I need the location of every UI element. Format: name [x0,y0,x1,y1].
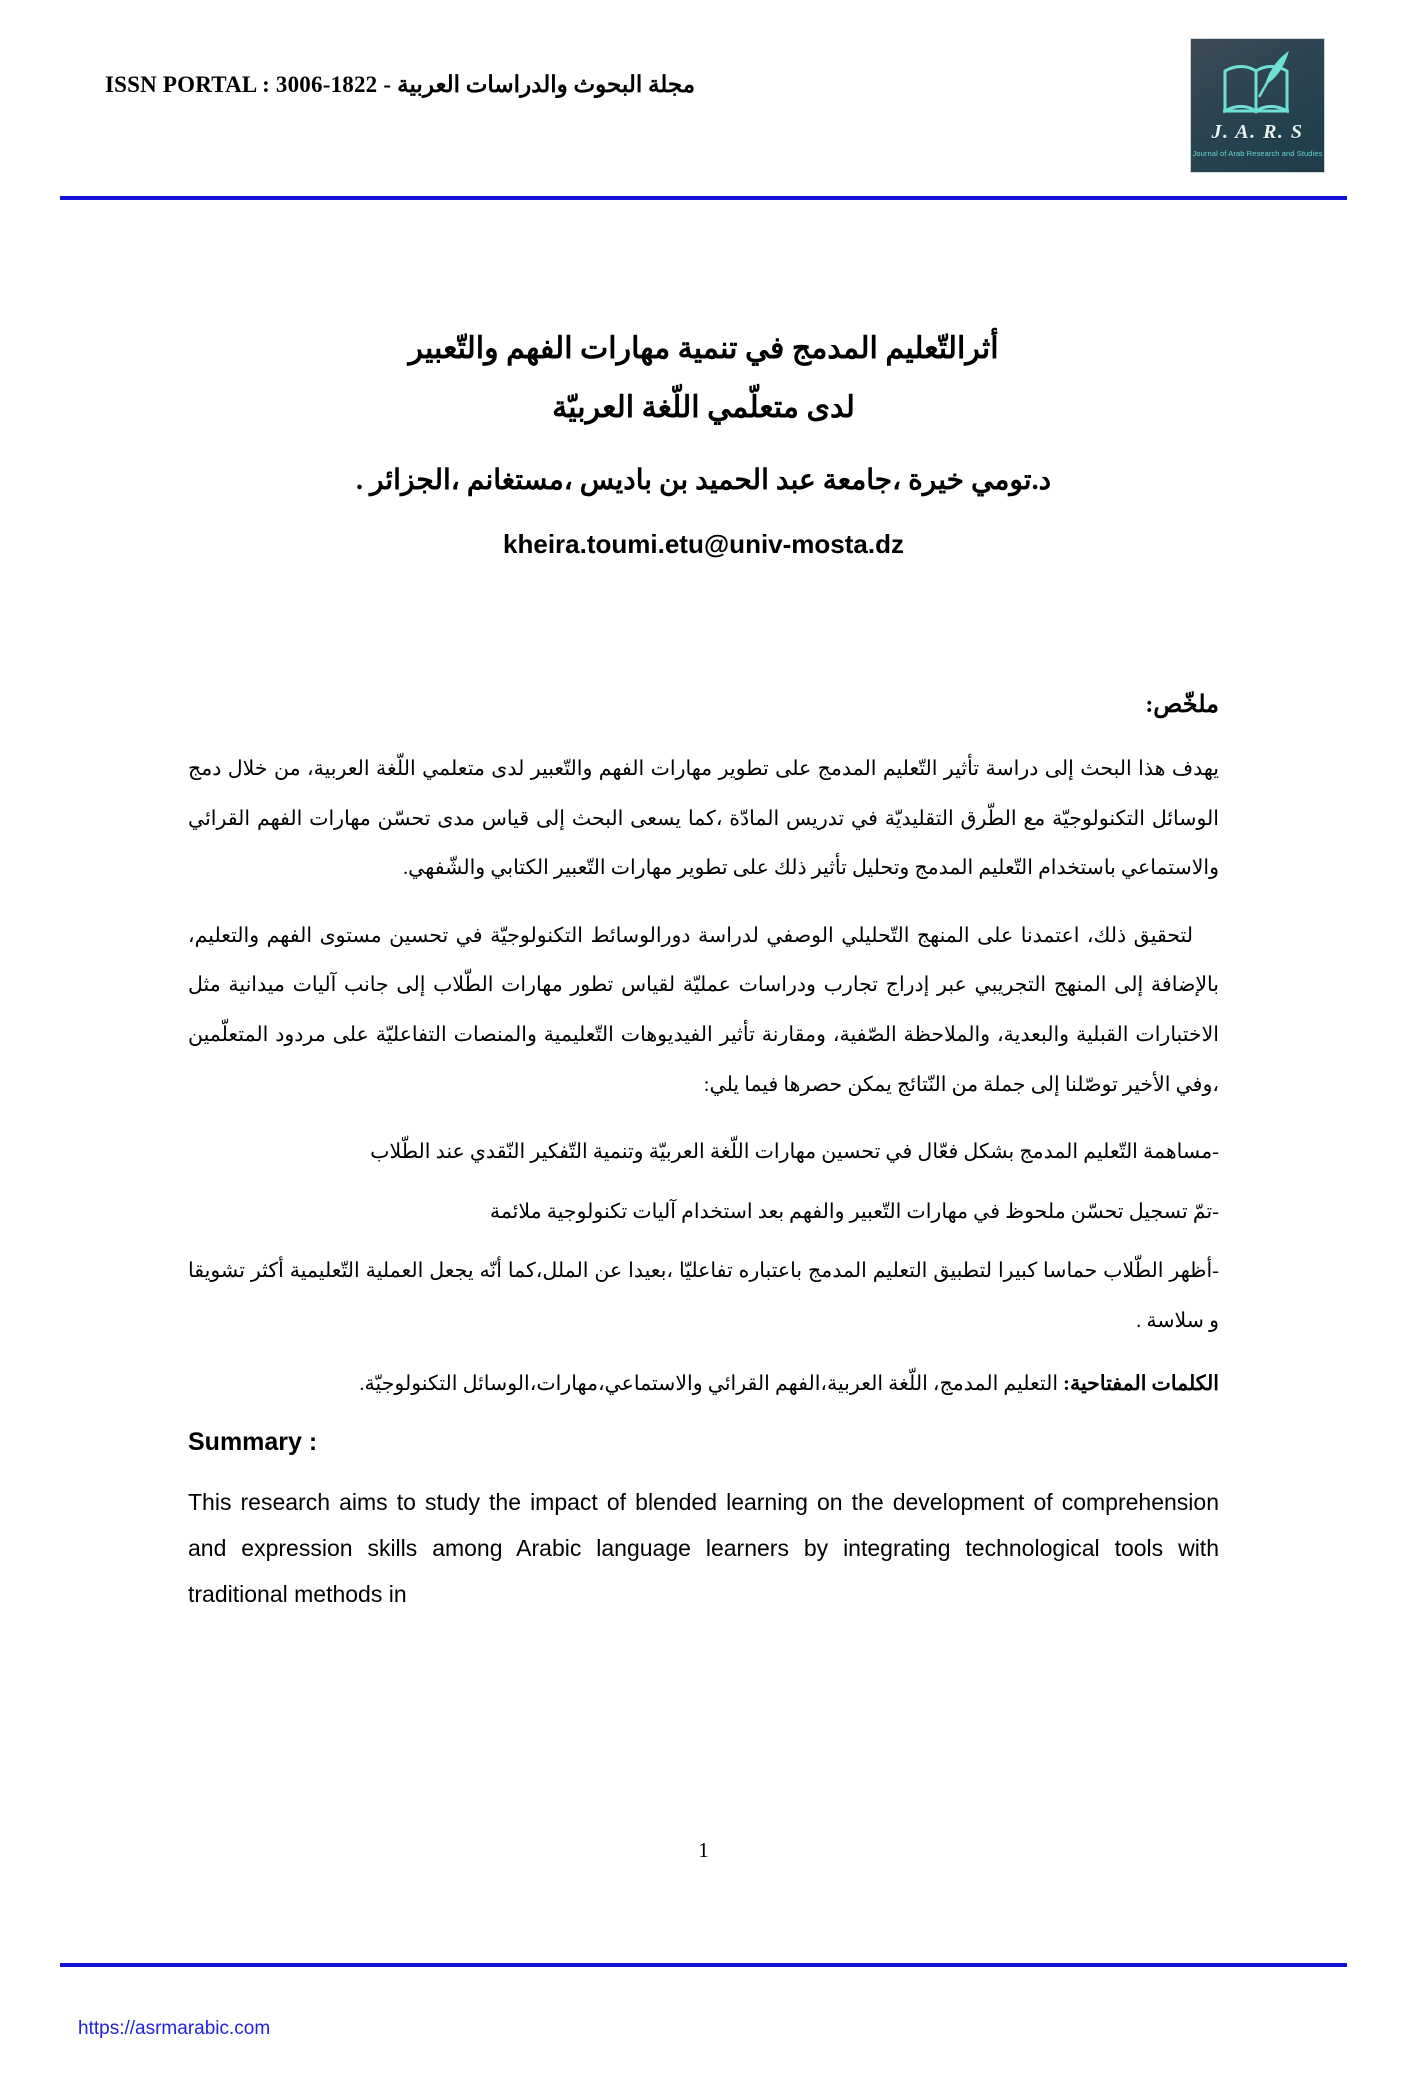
author-affiliation: د.تومي خيرة ،جامعة عبد الحميد بن باديس ،مستغانم ،الجزائر . [355,465,1052,496]
title-block [120,320,1287,560]
logo-subtitle: Journal of Arab Research and Studies [1192,149,1323,158]
page-title-line-1: أثرالتّعليم المدمج في تنمية مهارات الفهم والتّعبير [408,332,999,365]
footer-divider [60,1963,1347,1967]
summary-heading: Summary : [188,1427,318,1456]
abstract-bullet-1: -مساهمة التّعليم المدمج بشكل فعّال في تحسين مهارات اللّغة العربيّة وتنمية التّفكير النّقدي عند الطّلاب [370,1141,1219,1164]
keywords-line [188,1361,1219,1408]
logo-acronym: J. A. R. S [1211,121,1304,143]
author-email[interactable]: kheira.toumi.etu@univ-mosta.dz [503,529,904,559]
summary-paragraph: This research aims to study the impact of blended learning on the development of comprehension and expression skills among Arabic language learners by integrating technological tools with traditional methods in [188,1488,1219,1607]
journal-logo [1190,38,1325,173]
keywords-label: الكلمات المفتاحية: [1063,1372,1219,1395]
abstract-heading: ملخّص: [1145,692,1219,718]
keywords-value: التعليم المدمج، اللّغة العربية،الفهم القرائي والاستماعي،مهارات،الوسائل التكنولوجيّة. [359,1372,1064,1395]
page-number: 1 [698,1838,709,1862]
page-header [0,0,1407,200]
abstract-bullet-3: -أظهر الطّلاب حماسا كبيرا لتطبيق التعليم المدمج باعتباره تفاعليّا ،بعيدا عن الملل،كما أنّه يجعل العملية التّعليمية أكثر تشويقا و سلاسة . [188,1260,1219,1333]
header-divider [60,196,1347,200]
footer-website-link[interactable]: https://asrmarabic.com [78,2018,271,2039]
abstract-bullet-2: -تمّ تسجيل تحسّن ملحوظ في مهارات التّعبير والفهم بعد استخدام آليات تكنولوجية ملائمة [489,1200,1219,1223]
page-title-line-2: لدى متعلّمي اللّغة العربيّة [552,390,855,424]
article-body [188,690,1219,1617]
open-book-and-quill-icon [1215,49,1301,121]
abstract-paragraph-1: يهدف هذا البحث إلى دراسة تأثير التّعليم المدمج على تطوير مهارات الفهم والتّعبير لدى متعلمي اللّغة العربية، من خلال دمج الوسائل التكنولوجيّة مع الطّرق التقليديّة في تدريس المادّة ،كما يسعى البحث إلى قياس مدى تحسّن مهارات الفهم القرائي والاستماعي باستخدام التّعليم المدمج وتحليل تأثير ذلك على تطوير مهارات التّعبير الكتابي والشّفهي. [188,758,1219,880]
issn-header-text: ISSN PORTAL : 3006-1822 - مجلة البحوث والدراسات العربية [105,72,696,97]
abstract-paragraph-2: لتحقيق ذلك، اعتمدنا على المنهج التّحليلي الوصفي لدراسة دورالوسائط التكنولوجيّة في تحسين مستوى الفهم والتعليم، بالإضافة إلى المنهج التجريبي عبر إدراج تجارب ودراسات عمليّة لقياس تطور مهارات الطّلاب إلى جانب آليات ميدانية مثل الاختبارات القبلية والبعدية، والملاحظة الصّفية، ومقارنة تأثير الفيديوهات التّعليمية والمنصات التفاعليّة على مردود المتعلّمين ،وفي الأخير توصّلنا إلى جملة من النّتائج يمكن حصرها فيما يلي: [188,924,1219,1096]
